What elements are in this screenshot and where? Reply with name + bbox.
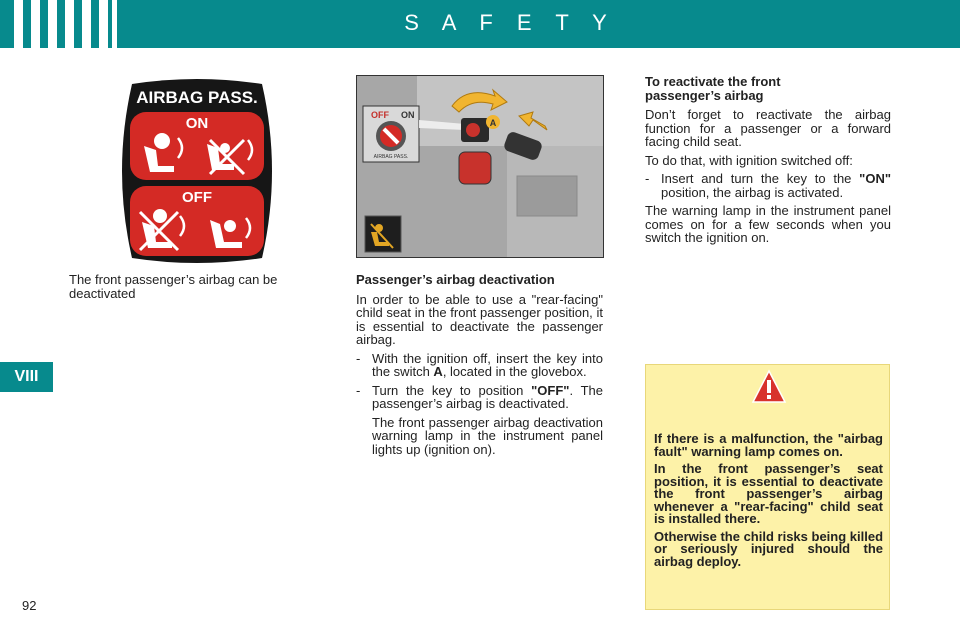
switch-caption: AIRBAG PASS. (373, 154, 409, 160)
list-item: - With the ignition off, insert the key into the switch A, located in the glovebox. (356, 350, 603, 379)
list-item: - Turn the key to position "OFF". The passenger’s airbag is deactivated. (356, 382, 603, 411)
airbag-panel-title: AIRBAG PASS. (136, 88, 258, 107)
reactivation-step-bold: "ON" (859, 171, 891, 186)
switch-inset (363, 106, 419, 162)
reactivation-p2: To do that, with ignition switched off: (645, 152, 853, 168)
reactivation-p1: Don’t forget to reactivate the airbag function for a passenger or a forward facing child seat. (645, 107, 891, 149)
page-number: 92 (22, 598, 37, 613)
reactivation-step-text-end: position, the airbag is activated. (661, 184, 844, 200)
step1-text-end: , located in the glovebox. (442, 364, 587, 379)
airbag-indicator-illustration (112, 76, 282, 266)
step2-text: Turn the key to position (372, 382, 532, 398)
warning-p1: If there is a malfunction, the "airbag fault" warning lamp comes on. (654, 431, 883, 459)
warning-triangle-icon (751, 369, 787, 405)
reactivation-step-text: Insert and turn the key to the (661, 171, 860, 186)
warning-box (645, 364, 890, 610)
warning-p3: Otherwise the child risks being killed or seriously injured should the airbag deploy. (654, 528, 884, 569)
page-title: S A F E T Y (404, 10, 616, 35)
reactivation-p3: The warning lamp in the instrument panel comes on for a few seconds when you switch the ignition on. (645, 203, 891, 245)
airbag-off-label: OFF (182, 189, 212, 206)
step2-text-end: . The passenger’s airbag is deactivated. (372, 382, 603, 411)
reactivation-heading: To reactivate the front passenger’s airbag (645, 74, 781, 103)
deactivation-intro: In order to be able to use a "rear-facing" child seat in the front passenger position, it is essential to deactivate the passenger airbag. (356, 291, 603, 347)
deactivation-section (356, 273, 603, 461)
airbag-on-label: ON (185, 115, 209, 132)
warning-text (654, 433, 883, 573)
step1-bold: A (433, 364, 443, 379)
left-caption: The front passenger’s airbag can be deactivated (69, 272, 278, 301)
warning-lamp-cluster (459, 152, 491, 184)
step1-text: With the ignition off, insert the key into the switch (372, 350, 603, 379)
switch-off-label: OFF (371, 110, 389, 120)
switch-on-label: ON (401, 110, 415, 120)
step2-bold: "OFF" (531, 382, 570, 398)
warning-p2: In the front passenger’s seat position, it is essential to deactivate the front passenger’s airbag whenever a "rear-facing" child seat is installed there. (654, 461, 883, 526)
step2-continuation: The front passenger airbag deactivation warning lamp in the instrument panel lights up (ignition on). (372, 414, 603, 457)
list-item: - Insert and turn the key to the "ON" position, the airbag is activated. (645, 171, 891, 200)
deactivation-heading: Passenger’s airbag deactivation (356, 272, 555, 287)
reactivation-section (645, 75, 891, 250)
chapter-tab: VIII (0, 362, 53, 392)
marker-a-label: A (489, 118, 497, 128)
header-bar (0, 0, 960, 48)
glovebox-switch-photo (356, 75, 604, 258)
airbag-warning-lamp-inset (365, 216, 401, 252)
